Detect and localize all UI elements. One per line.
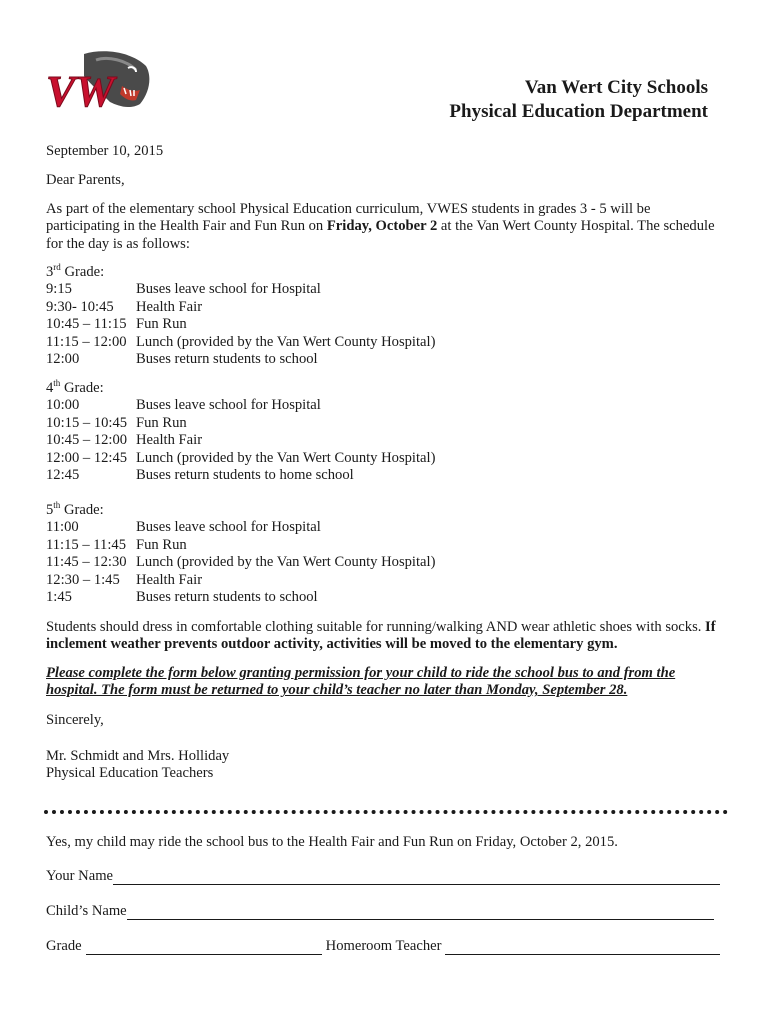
intro-paragraph: As part of the elementary school Physical Education curriculum, VWES students in grades 3 - 5 will be participating in the Health Fair and Fun Run on Friday, October 2 at the Van Wert County Hospital. The schedule for the day is as follows: (46, 201, 715, 252)
schedule-row: 11:15 – 12:00 Lunch (provided by the Van Wert County Hospital) (46, 333, 436, 350)
grade-3-schedule (46, 264, 435, 368)
grade-heading: 5th Grade: (46, 500, 104, 518)
permission-note: Please complete the form below granting permission for your child to ride the school bus to and from the hospital. The form must be returned to your child’s teacher no later than Monday, September 28. (46, 665, 676, 699)
department-name: Physical Education Department (449, 101, 708, 122)
signers-title: Physical Education Teachers (46, 765, 214, 781)
school-logo (44, 46, 156, 132)
event-date: Friday, October 2 (326, 218, 438, 235)
cut-line-divider (44, 810, 728, 814)
letter-date: September 10, 2015 (46, 143, 164, 159)
schedule-row: 11:15 – 11:45 Fun Run (46, 536, 187, 553)
grade-line[interactable] (86, 940, 322, 955)
weather-note: If inclement weather prevents outdoor activity, activities will be moved to the elementary gym. (46, 619, 716, 653)
schedule-row: 11:00 Buses leave school for Hospital (46, 519, 321, 536)
schedule-row: 12:00 – 12:45 Lunch (provided by the Van Wert County Hospital) (46, 449, 436, 466)
schedule-row: 10:15 – 10:45 Fun Run (46, 414, 187, 431)
grade-4-schedule (46, 380, 435, 484)
grade-5-schedule (46, 502, 435, 606)
child-name-line[interactable] (127, 905, 714, 920)
dress-paragraph: Students should dress in comfortable clothing suitable for running/walking AND wear athletic shoes with socks. If inclement weather prevents outdoor activity, activities will be moved to the elementary gym. (46, 619, 716, 653)
homeroom-teacher-line[interactable] (445, 940, 720, 955)
schedule-row: 12:30 – 1:45 Health Fair (46, 571, 203, 588)
schedule-row: 12:45 Buses return students to home school (46, 466, 354, 483)
schedule-row: 11:45 – 12:30 Lunch (provided by the Van Wert County Hospital) (46, 554, 436, 571)
closing: Sincerely, (46, 712, 104, 728)
schedule-row: 10:45 – 11:15 Fun Run (46, 316, 187, 333)
consent-statement: Yes, my child may ride the school bus to the Health Fair and Fun Run on Friday, October 2, 2015. (46, 834, 618, 850)
schedule-row: 10:45 – 12:00 Health Fair (46, 432, 203, 449)
your-name-line[interactable] (113, 870, 720, 885)
signers: Mr. Schmidt and Mrs. Holliday (46, 748, 230, 764)
schedule-row: 9:30- 10:45 Health Fair (46, 298, 203, 315)
grade-heading: 3rd Grade: (46, 262, 105, 280)
schedule-row: 10:00 Buses leave school for Hospital (46, 397, 321, 414)
grade-heading: 4th Grade: (46, 378, 104, 396)
svg-text:VW: VW (46, 67, 115, 116)
child-name-field[interactable]: Child’s Name (46, 903, 714, 920)
letterhead (449, 76, 708, 124)
your-name-field[interactable]: Your Name (46, 868, 720, 885)
grade-homeroom-field[interactable]: Grade Homeroom Teacher (46, 938, 720, 955)
schedule-row: 12:00 Buses return students to school (46, 350, 318, 367)
greeting: Dear Parents, (46, 172, 125, 188)
schedule-row: 1:45 Buses return students to school (46, 588, 318, 605)
schedule-row: 9:15 Buses leave school for Hospital (46, 281, 321, 298)
school-name: Van Wert City Schools (524, 77, 708, 98)
